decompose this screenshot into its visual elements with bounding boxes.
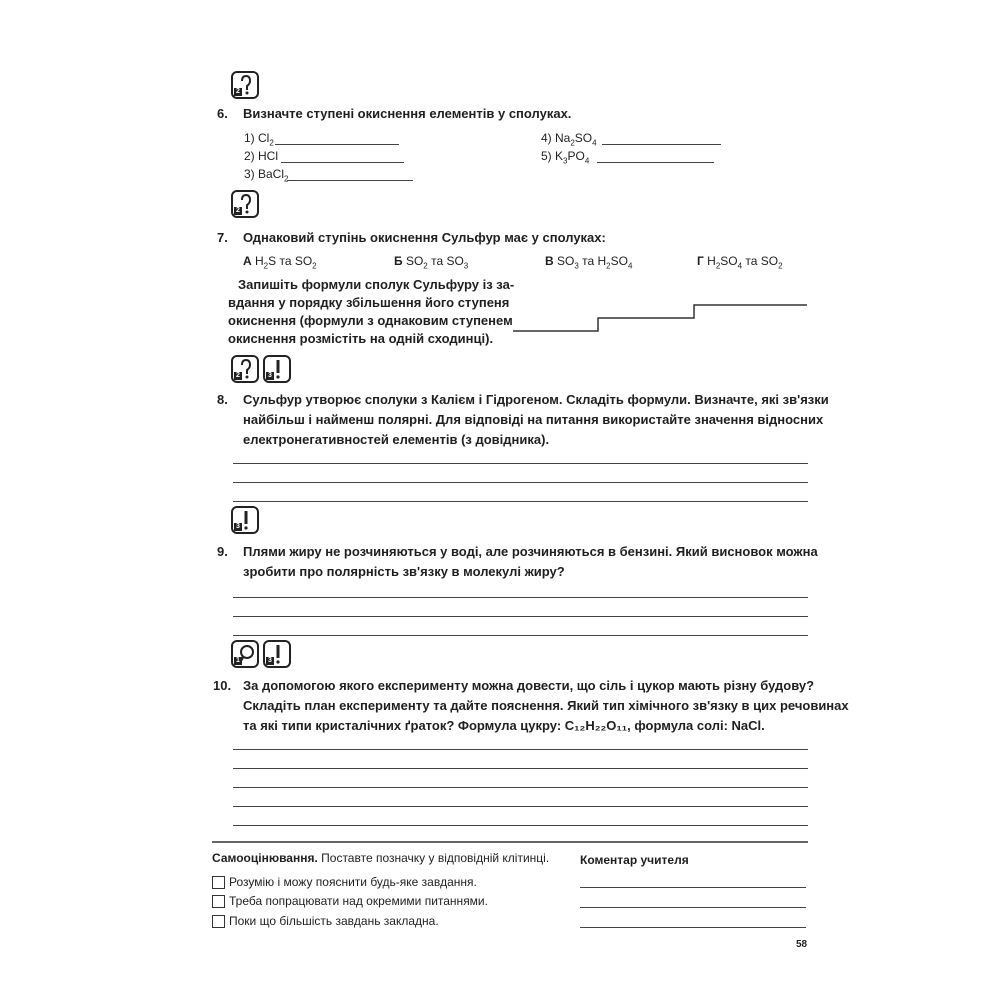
answer-line	[602, 144, 721, 145]
level-number: 1	[234, 657, 242, 665]
self-assessment-instruction: Поставте позначку у відповідній клітинці.	[321, 851, 550, 865]
answer-line	[233, 787, 808, 788]
level-2-badge	[231, 71, 259, 99]
answer-line	[233, 616, 808, 617]
level-3-badge	[231, 506, 259, 534]
self-assessment-checkbox-3[interactable]	[212, 915, 225, 928]
q7-option-b: Б $SO_2$ та $SO_3$	[394, 254, 469, 271]
q7-task-line-3: окиснення (формули з однаковим ступенем	[228, 313, 513, 328]
self-assessment-checkbox-1[interactable]	[212, 876, 225, 889]
self-assessment-option-3: Поки що більшість завдань закладна.	[229, 914, 439, 928]
q7-task-line-2: вдання у порядку збільшення його ступеня	[228, 295, 510, 310]
answer-line	[233, 749, 808, 750]
question-10-line-2: Складіть план експерименту та дайте пояснення. Який тип хімічного зв'язку в цих речовинах	[243, 698, 849, 713]
q7-option-v: В $SO_3$ та $H_2SO_4$	[545, 254, 633, 271]
q6-item-5: 5) $K_3PO_4$	[541, 149, 590, 166]
level-2-badge	[231, 355, 259, 383]
q6-item-1: 1) $Cl_2$	[244, 131, 274, 148]
answer-line	[233, 806, 808, 807]
answer-line	[233, 482, 808, 483]
level-2-badge	[231, 190, 259, 218]
q6-item-3: 3) BaCl$_2$	[244, 167, 289, 184]
staircase-answer-diagram	[510, 295, 810, 335]
level-3-badge	[263, 640, 291, 668]
question-8-line-2: найбільш і найменш полярні. Для відповіді на питання використайте значення відносних	[243, 412, 824, 427]
question-9-line-2: зробити про полярність зв'язку в молекулі жиру?	[243, 564, 565, 579]
question-7-text: Однаковий ступінь окиснення Сульфур має у сполуках:	[243, 230, 606, 245]
level-number: 3	[266, 657, 274, 665]
page-number: 58	[796, 939, 808, 950]
answer-line	[597, 162, 714, 163]
answer-line	[233, 501, 808, 502]
section-divider	[212, 841, 808, 843]
answer-line	[233, 768, 808, 769]
self-assessment-title: Самооцінювання.	[212, 851, 318, 865]
level-number: 2	[234, 207, 242, 215]
q7-option-g: Г $H_2SO_4$ та $SO_2$	[697, 254, 783, 271]
teacher-comment-label: Коментар учителя	[580, 853, 689, 867]
q7-option-a: А $H_2S$ та $SO_2$	[243, 254, 317, 271]
level-3-badge	[263, 355, 291, 383]
self-assessment-checkbox-2[interactable]	[212, 895, 225, 908]
answer-line	[233, 597, 808, 598]
question-6-text: Визначте ступені окиснення елементів у сполуках.	[243, 106, 572, 121]
answer-line	[287, 180, 413, 181]
question-8-number: 8.	[217, 392, 228, 407]
level-number: 2	[234, 372, 242, 380]
question-7-number: 7.	[217, 230, 228, 245]
answer-line	[233, 825, 808, 826]
question-8-line-1: Сульфур утворює сполуки з Калієм і Гідрогеном. Складіть формули. Визначте, які зв'язки	[243, 392, 829, 407]
level-number: 2	[234, 88, 242, 96]
question-10-line-3: та які типи кристалічних ґраток? Формула цукру: C₁₂H₂₂O₁₁, формула солі: NaCl.	[243, 718, 765, 733]
self-assessment-header	[212, 851, 549, 865]
comment-line	[580, 887, 806, 888]
answer-line	[275, 144, 399, 145]
answer-line	[233, 463, 808, 464]
question-10-line-1: За допомогою якого експерименту можна довести, що сіль і цукор мають різну будову?	[243, 678, 815, 693]
question-10-number: 10.	[213, 678, 232, 693]
question-8-line-3: електронегативностей елементів (з довідника).	[243, 432, 550, 447]
q6-item-4: 4) $Na_2SO_4$	[541, 131, 597, 148]
comment-line	[580, 907, 806, 908]
level-number: 3	[234, 523, 242, 531]
question-9-line-1: Плями жиру не розчиняються у воді, але розчиняються в бензині. Який висновок можна	[243, 544, 818, 559]
answer-line	[281, 162, 404, 163]
question-6-number: 6.	[217, 106, 228, 121]
answer-line	[233, 635, 808, 636]
self-assessment-option-1: Розумію і можу пояснити будь-яке завдання.	[229, 875, 477, 889]
level-number: 3	[266, 372, 274, 380]
level-1-badge	[231, 640, 259, 668]
comment-line	[580, 927, 806, 928]
q7-task-line-4: окиснення розмістіть на одній сходинці).	[228, 331, 494, 346]
q7-task-line-1: Запишіть формули сполук Сульфуру із за-	[238, 277, 515, 292]
self-assessment-option-2: Треба попрацювати над окремими питаннями.	[229, 894, 488, 908]
question-9-number: 9.	[217, 544, 228, 559]
q6-item-2: 2) HCl	[244, 149, 279, 163]
